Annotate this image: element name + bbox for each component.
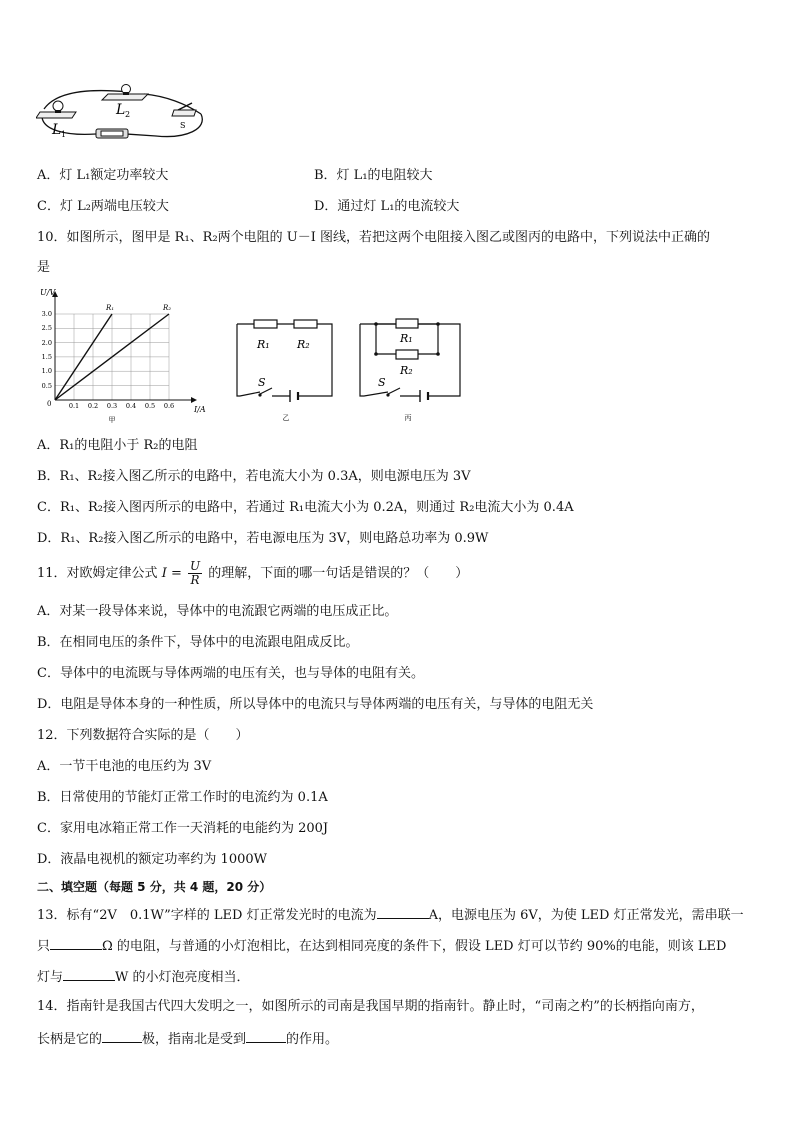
q12-option-d: D．液晶电视机的额定功率约为 1000W — [37, 852, 268, 867]
x-tick: 0.4 — [125, 402, 137, 410]
q10-option-d: D．R₁、R₂接入图乙所示的电路中，若电源电压为 3V，则电路总功率为 0.9W — [37, 531, 489, 546]
q11-option-a: A．对某一段导体来说，导体中的电流跟它两端的电压成正比。 — [37, 604, 398, 619]
q12-option-c: C．家用电冰箱正常工作一天消耗的电能约为 200J — [37, 821, 329, 836]
q10-option-a: A．R₁的电阻小于 R₂的电阻 — [37, 438, 198, 453]
ui-graph-jia — [36, 284, 216, 426]
q14-line-2: 长柄是它的 极，指南北是受到 的作用。 — [37, 1029, 338, 1049]
q13-blank-1[interactable] — [377, 905, 429, 919]
q11-stem-pre: 11．对欧姆定律公式 — [37, 566, 158, 581]
y-axis-label: U/V — [40, 288, 56, 297]
y-tick: 2.0 — [41, 339, 52, 347]
bing-s-label: S — [378, 376, 386, 389]
q11-stem — [37, 560, 468, 588]
q13-line-1: 13．标有“2V 0.1W”字样的 LED 灯正常发光时的电流为 A，电源电压为 6V，为使 LED 灯正常发光，需串联一 — [37, 905, 744, 925]
x-tick: 0.1 — [68, 402, 80, 410]
q12-option-b: B．日常使用的节能灯正常工作时的电流约为 0.1A — [37, 790, 328, 805]
ohm-formula-fraction — [188, 560, 202, 587]
formula-lhs: I = — [161, 566, 182, 581]
x-tick: 0.6 — [163, 402, 175, 410]
q13-line-3: 灯与 W 的小灯泡亮度相当． — [37, 967, 250, 987]
x-tick: 0.2 — [87, 402, 99, 410]
q13-blank-3[interactable] — [63, 967, 115, 981]
q13-blank-2[interactable] — [50, 936, 102, 950]
q9-option-a: A．灯 L₁额定功率较大 — [37, 168, 169, 183]
q10-stem: 10．如图所示，图甲是 R₁、R₂两个电阻的 U－I 图线，若把这两个电阻接入图乙或图丙的电路中，下列说法中正确的 — [37, 230, 711, 245]
q14-line-1: 14．指南针是我国古代四大发明之一，如图所示的司南是我国早期的指南针。静止时，“司南之杓”的长柄指向南方， — [37, 999, 704, 1014]
caption-bing: 丙 — [404, 414, 412, 422]
x-tick: 0.5 — [144, 402, 156, 410]
q12-option-a: A．一节干电池的电压约为 3V — [37, 759, 212, 774]
caption-jia: 甲 — [108, 416, 116, 424]
q14-blank-1[interactable] — [102, 1029, 142, 1043]
label-l2-sub: 2 — [125, 110, 131, 119]
series-lamp-circuit-figure — [36, 84, 208, 142]
q9-option-d: D．通过灯 L₁的电流较大 — [314, 199, 460, 214]
q10-option-b: B．R₁、R₂接入图乙所示的电路中，若电流大小为 0.3A，则电源电压为 3V — [37, 469, 471, 484]
x-axis-label: I/A — [194, 405, 206, 414]
q14-blank-2[interactable] — [246, 1029, 286, 1043]
yi-r1-label: R₁ — [257, 338, 270, 351]
label-l2: L — [116, 102, 126, 118]
section-fill-in-heading: 二、填空题（每题 5 分，共 4 题，20 分） — [37, 880, 272, 894]
circuit-yi — [232, 316, 338, 426]
r1-label: R₁ — [106, 304, 115, 312]
bing-r2-label: R₂ — [400, 364, 413, 377]
label-l1-sub: 1 — [61, 130, 67, 139]
yi-r2-label: R₂ — [297, 338, 310, 351]
caption-yi: 乙 — [282, 414, 290, 422]
y-tick: 2.5 — [41, 324, 52, 332]
label-s: S — [180, 121, 186, 130]
q10-stem-cont: 是 — [37, 260, 51, 275]
label-l1: L — [52, 122, 62, 138]
q12-stem: 12．下列数据符合实际的是（ ） — [37, 728, 249, 743]
q13-line-2: 只 Ω 的电阻，与普通的小灯泡相比，在达到相同亮度的条件下，假设 LED 灯可以节约 90%的电能，则该 LED — [37, 936, 726, 956]
q11-option-d: D．电阻是导体本身的一种性质，所以导体中的电流只与导体两端的电压有关，与导体的电阻无关 — [37, 697, 594, 712]
y-tick: 1.0 — [41, 367, 52, 375]
formula-numerator: U — [190, 559, 201, 573]
yi-s-label: S — [258, 376, 266, 389]
formula-denominator: R — [190, 573, 200, 587]
q10-option-c: C．R₁、R₂接入图丙所示的电路中，若通过 R₁电流大小为 0.2A，则通过 R₂电流大小为 0.4A — [37, 500, 574, 515]
q11-option-b: B．在相同电压的条件下，导体中的电流跟电阻成反比。 — [37, 635, 359, 650]
x-tick: 0.3 — [106, 402, 118, 410]
y-tick: 3.0 — [41, 310, 52, 318]
y-tick: 1.5 — [41, 353, 52, 361]
bing-r1-label: R₁ — [400, 332, 413, 345]
circuit-bing — [356, 314, 468, 426]
q11-option-c: C．导体中的电流既与导体两端的电压有关，也与导体的电阻有关。 — [37, 666, 424, 681]
q11-stem-post: 的理解，下面的哪一句话是错误的？（ ） — [208, 566, 469, 581]
y-tick: 0.5 — [41, 382, 52, 390]
q9-option-b: B．灯 L₁的电阻较大 — [314, 168, 433, 183]
r2-label: R₂ — [163, 304, 172, 312]
q9-option-c: C．灯 L₂两端电压较大 — [37, 199, 169, 214]
origin-label: 0 — [47, 400, 52, 408]
